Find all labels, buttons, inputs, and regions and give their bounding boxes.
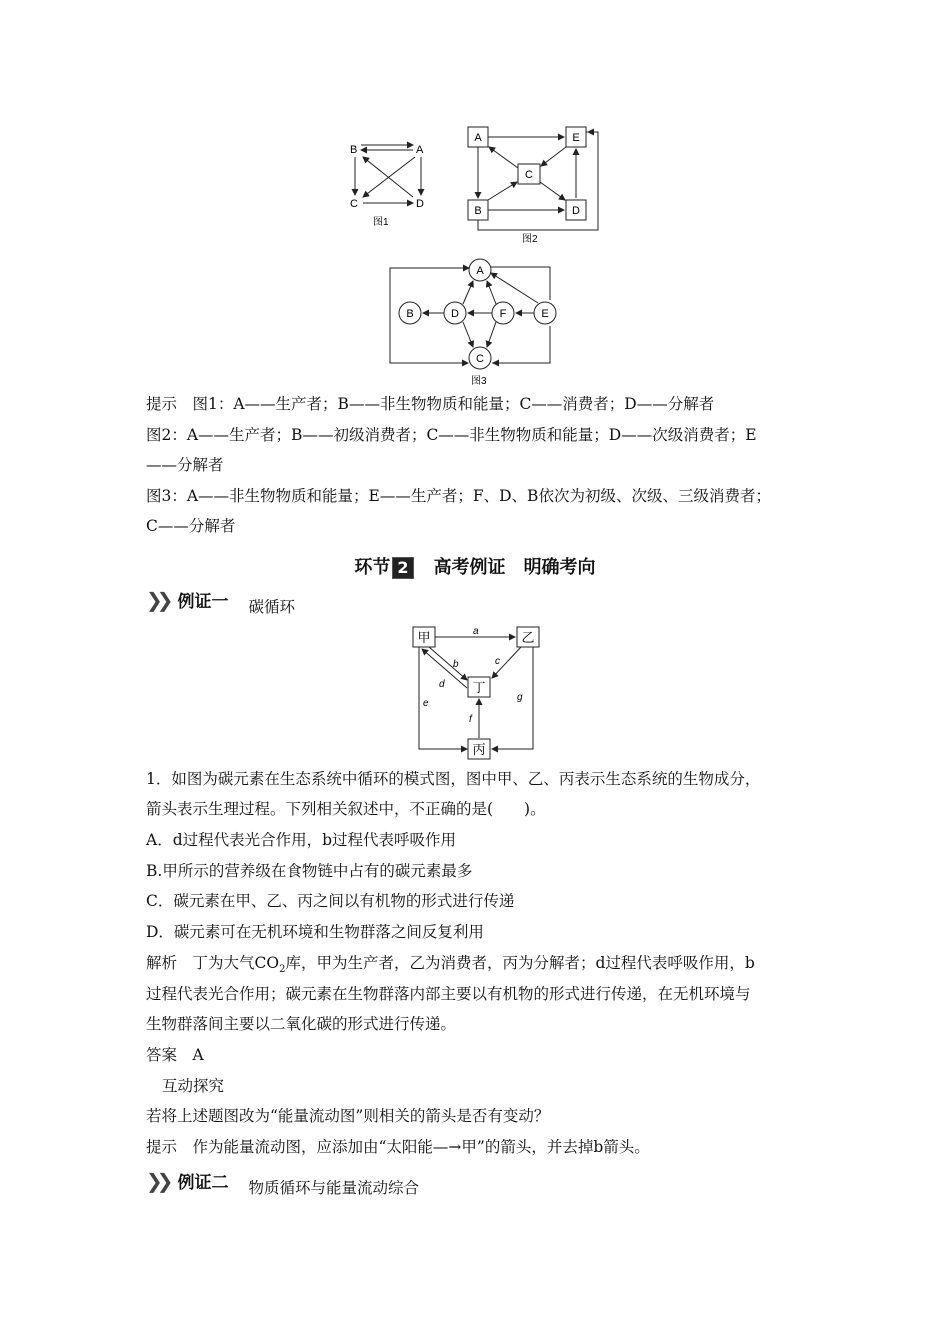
section-title: [0, 553, 950, 579]
example-2-label: 例证二: [177, 1173, 229, 1193]
hint-line-4: 图3：A——非生物物质和能量；E——生产者；F、D、B依次为初级、次级、三级消费者；: [146, 487, 771, 505]
analysis-line-1: 解析 丁为大气$CO_2$库，甲为生产者，乙为消费者，丙为分解者；d过程代表呼吸作用，b: [146, 954, 755, 976]
svg-text:e: e: [423, 698, 429, 709]
svg-text:乙: 乙: [521, 630, 535, 645]
carbon-cycle-figure: [405, 622, 550, 762]
svg-text:A: A: [474, 132, 482, 144]
analysis-line-3: 生物群落间主要以二氧化碳的形式进行传递。: [146, 1015, 457, 1033]
svg-text:F: F: [499, 308, 507, 320]
figure-2: [460, 122, 610, 247]
svg-text:f: f: [469, 714, 472, 725]
hint-line-1: 提示 图1：A——生产者；B——非生物物质和能量；C——消费者；D——分解者: [146, 395, 715, 413]
inquiry-title: 互动探究: [162, 1077, 225, 1095]
fig1-node-c: C: [350, 198, 358, 210]
figure-1: [345, 135, 440, 230]
hint-line-2: 图2：A——生产者；B——初级消费者；C——非生物物质和能量；D——次级消费者；E: [146, 426, 757, 444]
figure-3: [385, 258, 565, 390]
inquiry-answer: 提示 作为能量流动图，应添加由“太阳能—→甲”的箭头，并去掉b箭头。: [146, 1138, 650, 1156]
svg-text:C: C: [525, 169, 533, 181]
svg-text:E: E: [572, 132, 580, 144]
svg-text:甲: 甲: [417, 630, 431, 645]
fig1-node-d: D: [416, 198, 424, 210]
svg-text:B: B: [474, 205, 482, 217]
option-b: B.甲所示的营养级在食物链中占有的碳元素最多: [146, 862, 473, 880]
svg-text:d: d: [439, 679, 445, 690]
svg-text:丙: 丙: [472, 742, 486, 757]
fig1-caption: 图1: [373, 217, 389, 228]
inquiry-question: 若将上述题图改为“能量流动图”则相关的箭头是否有变动？: [146, 1107, 550, 1125]
svg-text:D: D: [451, 308, 459, 320]
section-title-b: 明确考向: [523, 557, 596, 578]
section-number: 2: [392, 557, 413, 579]
svg-text:A: A: [476, 265, 484, 277]
double-chevron-icon: ❯❯: [146, 588, 168, 612]
svg-text:丁: 丁: [472, 680, 486, 695]
svg-text:E: E: [541, 308, 549, 320]
fig3-caption: 图3: [471, 376, 487, 387]
question-stem-2: 箭头表示生理过程。下列相关叙述中，不正确的是( )。: [146, 800, 546, 818]
answer: 答案 A: [146, 1046, 204, 1064]
example-1-header: [146, 587, 296, 616]
svg-text:a: a: [473, 626, 479, 637]
svg-text:g: g: [517, 692, 523, 703]
section-title-a: 高考例证: [433, 557, 506, 578]
double-chevron-icon: ❯❯: [146, 1169, 168, 1193]
fig1-node-b: B: [350, 144, 358, 156]
svg-text:c: c: [495, 656, 500, 667]
fig1-node-a: A: [416, 144, 424, 156]
option-d: D．碳元素可在无机环境和生物群落之间反复利用: [146, 923, 484, 941]
example-1-label: 例证一: [177, 592, 229, 612]
hint-line-5: C——分解者: [146, 517, 236, 535]
question-stem-1: 1．如图为碳元素在生态系统中循环的模式图，图中甲、乙、丙表示生态系统的生物成分，: [146, 770, 761, 788]
section-prefix: 环节: [354, 557, 391, 578]
example-2-header: [146, 1168, 420, 1197]
option-a: A．d过程代表光合作用，b过程代表呼吸作用: [146, 831, 457, 849]
svg-text:b: b: [453, 659, 459, 670]
svg-text:C: C: [476, 353, 484, 365]
analysis-line-2: 过程代表光合作用；碳元素在生物群落内部主要以有机物的形式进行传递，在无机环境与: [146, 985, 751, 1003]
hint-line-3: ——分解者: [146, 456, 224, 474]
example-2-topic: 物质循环与能量流动综合: [248, 1179, 420, 1197]
option-c: C．碳元素在甲、乙、丙之间以有机物的形式进行传递: [146, 892, 515, 910]
svg-text:B: B: [406, 308, 414, 320]
example-1-topic: 碳循环: [248, 598, 296, 616]
svg-text:D: D: [572, 205, 580, 217]
fig2-caption: 图2: [522, 234, 538, 245]
